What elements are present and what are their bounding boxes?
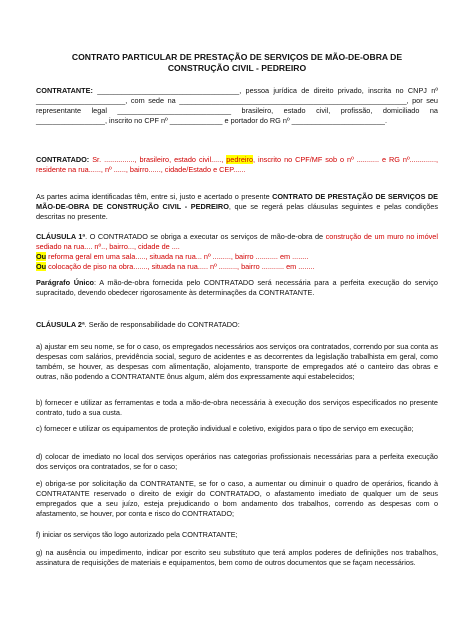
document-title — [60, 52, 414, 74]
contratado-label: CONTRATADO: — [36, 155, 90, 164]
item-g — [36, 548, 438, 568]
clausula-1-option-2: reforma geral em uma sala....., situada na rua... nº ........., bairro ........... em ........ — [46, 252, 309, 261]
item-d-text: d) colocar de imediato no local dos serviços operários nas categorias profissionais necessárias para a perfeita execução dos serviços ora contratados, se for o caso; — [36, 452, 438, 471]
item-a-text: a) ajustar em seu nome, se for o caso, os empregados necessários aos serviços ora contratados, correndo por sua conta as despesas com salários, previdência social, seguro de acidentes e as decorrentes da legislação trabalhista em geral, como também, se houver, as despesas com alimentação, alojamento, transporte de empregados até o canteiro das obras e outras, não podendo a CONTRATANTE ônus algum, além dos expressamente aqui estabelecidos; — [36, 342, 438, 381]
clausula-1-text: . O CONTRATADO se obriga a executar os serviços de mão-de-obra de — [85, 232, 326, 241]
title-line-2: CONSTRUÇÃO CIVIL - PEDREIRO — [167, 63, 307, 73]
item-g-text: g) na ausência ou impedimento, indicar por escrito seu substituto que terá amplos poderes de definições nos trabalhos, assinatura de requisições de materiais e equipamentos, bem como de outros documentos que se façam necessários. — [36, 548, 438, 567]
clausula-2-text: . Serão de responsabilidade do CONTRATADO: — [84, 320, 240, 329]
item-f-text: f) iniciar os serviços tão logo autorizado pela CONTRATANTE; — [36, 530, 238, 539]
item-f — [36, 530, 438, 540]
item-b-text: b) fornecer e utilizar as ferramentas e toda a mão-de-obra necessária à execução dos serviços especificados no presente contrato, tudo a sua custa. — [36, 398, 438, 417]
contratado-text-b: , inscrito no CPF/MF sob o nº ........... e RG nº............., residente na rua......, nº ......, bairro......, cidade/Estado e CEP...... — [36, 155, 438, 174]
ou-label-2: Ou — [36, 262, 47, 271]
item-c — [36, 424, 438, 434]
parties-text-b: , que se regerá pelas cláusulas seguintes e pelas condições descritas no presente. — [36, 202, 438, 221]
clausula-1-label: CLÁUSULA 1ª — [36, 232, 86, 241]
clausula-2-label: CLÁUSULA 2ª — [36, 320, 85, 329]
item-e — [36, 479, 438, 519]
item-c-text: c) fornecer e utilizar os equipamentos de proteção individual e coletivo, exigidos para o tipo de serviço em execução; — [36, 424, 414, 433]
parties-bold: CONTRATO DE PRESTAÇÃO DE SERVIÇOS DE MÃO-DE-OBRA DE CONSTRUÇÃO CIVIL - PEDREIRO — [36, 192, 438, 211]
contratante-label: CONTRATANTE: — [36, 86, 93, 95]
ou-label-1: Ou — [36, 252, 47, 261]
paragrafo-unico-text: : A mão-de-obra fornecida pelo CONTRATADO será necessária para a perfeita execução do serviço supracitado, devendo obedecer rigorosamente às determinações da CONTRATANTE. — [36, 278, 438, 297]
clausula-1-section — [36, 232, 438, 272]
contratante-text: ___________________________________, pessoa jurídica de direito privado, inscrita no CNPJ nº ______________________, com sede na ________________________________________________________, por seu representante legal ____________________________ brasileiro, estado civil, profissão, domiciliado na _________________, inscrito no CPF nº _____________ e portador do RG nº _______________________. — [36, 86, 438, 125]
contratado-text-a: Sr. ..............., brasileiro, estado civil....., — [89, 155, 224, 164]
clausula-1-option-1: construção de um muro no imóvel sediado na rua.... nº.., bairro..., cidade de .... — [36, 232, 438, 251]
item-e-text: e) obriga-se por solicitação da CONTRATANTE, se for o caso, a aumentar ou diminuir o quadro de operários, ficando à CONTRATANTE reservado o direito de exigir do CONTRATADO, o afastamento imediato de qualquer um de seus empregados que a seu juízo, esteja prejudicando o bom andamento dos trabalhos, correndo as despesas com o afastamento, se houver, por conta e risco do CONTRATADO; — [36, 479, 438, 518]
item-a — [36, 342, 438, 382]
paragrafo-unico-section — [36, 278, 438, 298]
item-d — [36, 452, 438, 472]
contratante-section — [36, 86, 438, 126]
contratado-section — [36, 155, 438, 175]
parties-text-a: As partes acima identificadas têm, entre si, justo e acertado o presente — [36, 192, 273, 201]
paragrafo-unico-label: Parágrafo Único — [36, 278, 94, 287]
contratado-highlight: pedreiro — [226, 155, 254, 164]
parties-section — [36, 192, 438, 222]
clausula-1-option-3: colocação de piso na obra......., situada na rua..... nº ........., bairro ........... em ........ — [46, 262, 315, 271]
title-line-1: CONTRATO PARTICULAR DE PRESTAÇÃO DE SERVIÇOS DE MÃO-DE-OBRA DE — [71, 52, 403, 62]
item-b — [36, 398, 438, 418]
clausula-2-section — [36, 320, 438, 330]
